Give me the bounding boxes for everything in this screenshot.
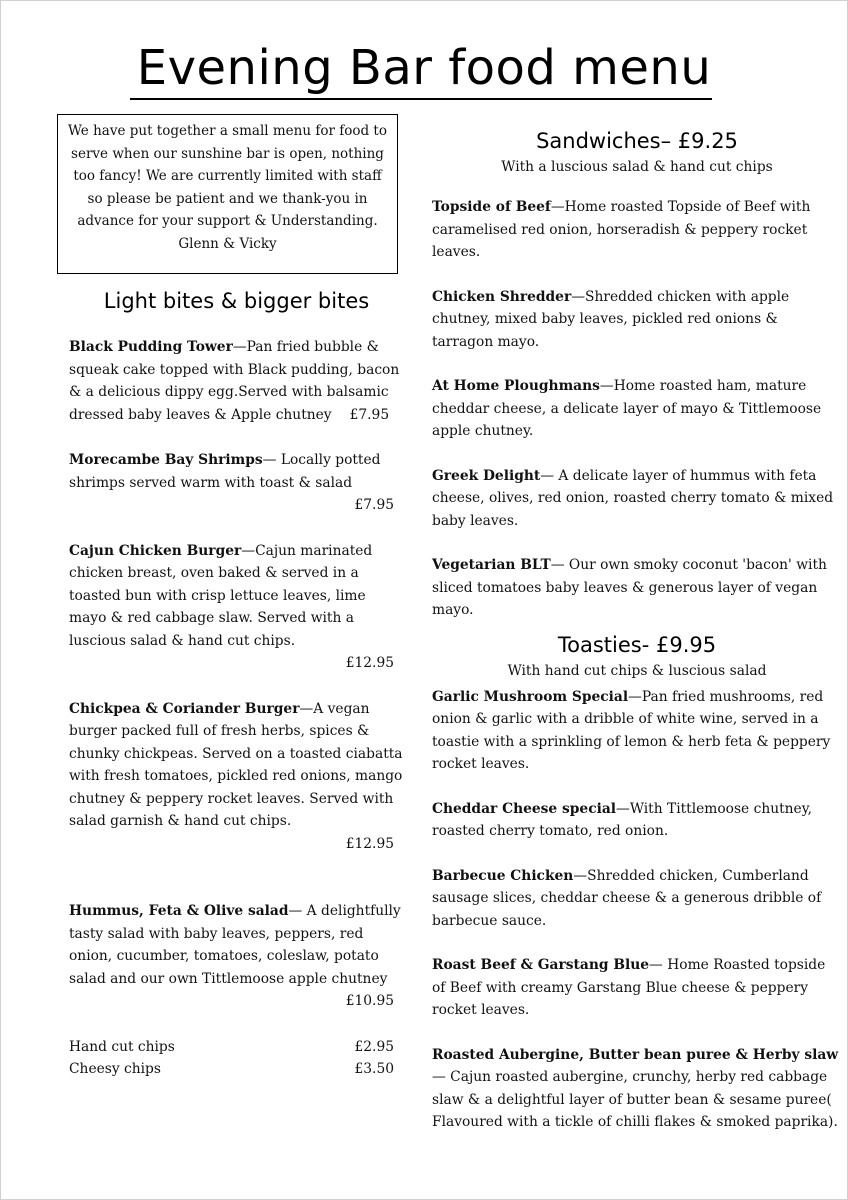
item-price: £7.95: [354, 497, 394, 513]
item-desc: — Locally potted shrimps served warm with toast & salad: [69, 452, 381, 491]
sandwiches-heading: Sandwiches– £9.25: [536, 129, 738, 153]
item-desc: —Shredded chicken with apple chutney, mixed baby leaves, pickled red onions & tarragon mayo.: [432, 288, 790, 350]
item-name: Vegetarian BLT: [432, 557, 551, 573]
item-desc: —A vegan burger packed full of fresh herbs, spices & chunky chickpeas. Served on a toasted ciabatta with fresh tomatoes, pickled red onions, mango chutney & peppery rocket leaves. Served with salad garnish & hand cut chips.: [69, 700, 403, 829]
item-name: Cheddar Cheese special: [432, 800, 617, 817]
menu-item-roasted-aubergine: [432, 1044, 842, 1134]
side-price: £3.50: [354, 1061, 394, 1077]
item-desc: —With Tittlemoose chutney, roasted cherry tomato, red onion.: [432, 800, 813, 839]
sandwiches-subheading: With a luscious salad & hand cut chips: [501, 159, 773, 175]
menu-item-greek-delight: [432, 465, 842, 533]
menu-item-roast-beef-garstang: [432, 954, 842, 1022]
menu-item-black-pudding: [69, 336, 404, 426]
item-name: Roast Beef & Garstang Blue: [432, 957, 650, 973]
item-price: £12.95: [345, 655, 394, 671]
item-desc: — Cajun roasted aubergine, crunchy, herby red cabbage slaw & a delightful layer of butter bean & sesame puree( Flavoured with a tickle of chilli flakes & smoked paprika).: [432, 1069, 838, 1130]
item-name: Garlic Mushroom Special: [432, 688, 629, 705]
item-price: £7.95: [349, 406, 390, 423]
side-item-cheesy-chips: [69, 1058, 404, 1081]
toasties-subheading: With hand cut chips & luscious salad: [507, 662, 767, 679]
item-name: At Home Ploughmans: [432, 378, 600, 394]
menu-item-topside-beef: [432, 196, 842, 264]
item-desc: —Cajun marinated chicken breast, oven baked & served in a toasted bun with crisp lettuce leaves, lime mayo & red cabbage slaw. Served with a luscious salad & hand cut chips.: [69, 542, 373, 649]
item-name: Chicken Shredder: [432, 288, 572, 305]
menu-item-cheddar-cheese: [432, 798, 842, 843]
menu-item-garlic-mushroom: [432, 686, 842, 776]
menu-item-barbecue-chicken: [432, 865, 842, 933]
item-desc: — A delicate layer of hummus with feta cheese, olives, red onion, roasted cherry tomato & mixed baby leaves.: [432, 467, 834, 529]
light-bites-heading: Light bites & bigger bites: [103, 289, 370, 313]
item-name: Chickpea & Coriander Burger: [69, 700, 300, 717]
item-desc: — A delightfully tasty salad with baby leaves, peppers, red onion, cucumber, tomatoes, coleslaw, potato salad and our own Tittlemoose apple chutney: [69, 903, 401, 987]
menu-item-chickpea-burger: [69, 698, 404, 856]
menu-item-vegetarian-blt: [432, 554, 842, 622]
item-desc: —Shredded chicken, Cumberland sausage slices, cheddar cheese & a generous dribble of barbecue sauce.: [432, 867, 822, 929]
item-price: £10.95: [345, 993, 394, 1009]
item-name: Topside of Beef: [432, 199, 551, 215]
intro-box: We have put together a small menu for food to serve when our sunshine bar is open, nothing too fancy! We are currently limited with staff so please be patient and we thank-you in advance for your support & Understanding. Glenn & Vicky: [57, 114, 398, 274]
title-underline: [130, 98, 712, 100]
item-name: Morecambe Bay Shrimps: [69, 452, 263, 468]
item-name: Cajun Chicken Burger: [69, 542, 242, 559]
item-desc: —Home roasted Topside of Beef with caramelised red onion, horseradish & peppery rocket leaves.: [432, 199, 811, 260]
menu-item-ploughmans: [432, 375, 842, 443]
item-desc: —Pan fried mushrooms, red onion & garlic with a dribble of white wine, served in a toastie with a sprinkling of lemon & herb feta & peppery rocket leaves.: [432, 688, 831, 772]
item-desc: — Our own smoky coconut 'bacon' with sliced tomatoes baby leaves & generous layer of vegan mayo.: [432, 557, 827, 618]
item-name: Barbecue Chicken: [432, 867, 574, 884]
light-bites-column: [69, 286, 404, 1081]
menu-item-shrimps: [69, 449, 404, 517]
side-item-hand-cut-chips: [69, 1036, 404, 1059]
item-desc: —Pan fried bubble & squeak cake topped with Black pudding, bacon & a delicious dippy egg.Served with balsamic dressed baby leaves & Apple chutney: [69, 339, 400, 423]
right-column: [432, 126, 842, 1134]
side-price: £2.95: [354, 1038, 394, 1055]
item-desc: — Home Roasted topside of Beef with creamy Garstang Blue cheese & peppery rocket leaves.: [432, 957, 826, 1018]
item-name: Hummus, Feta & Olive salad: [69, 903, 289, 919]
menu-item-hummus-salad: [69, 900, 404, 1013]
item-name: Roasted Aubergine, Butter bean puree & Herby slaw: [432, 1046, 839, 1063]
menu-item-chicken-shredder: [432, 286, 842, 354]
item-name: Greek Delight: [432, 467, 541, 484]
side-name: Hand cut chips: [69, 1038, 175, 1055]
item-name: Black Pudding Tower: [69, 339, 233, 355]
toasties-heading: Toasties- £9.95: [557, 632, 717, 657]
menu-title: Evening Bar food menu: [136, 40, 712, 96]
menu-item-cajun-burger: [69, 540, 404, 675]
item-price: £12.95: [345, 835, 394, 852]
item-desc: —Home roasted ham, mature cheddar cheese, a delicate layer of mayo & Tittlemoose apple chutney.: [432, 378, 822, 439]
side-name: Cheesy chips: [69, 1061, 161, 1077]
